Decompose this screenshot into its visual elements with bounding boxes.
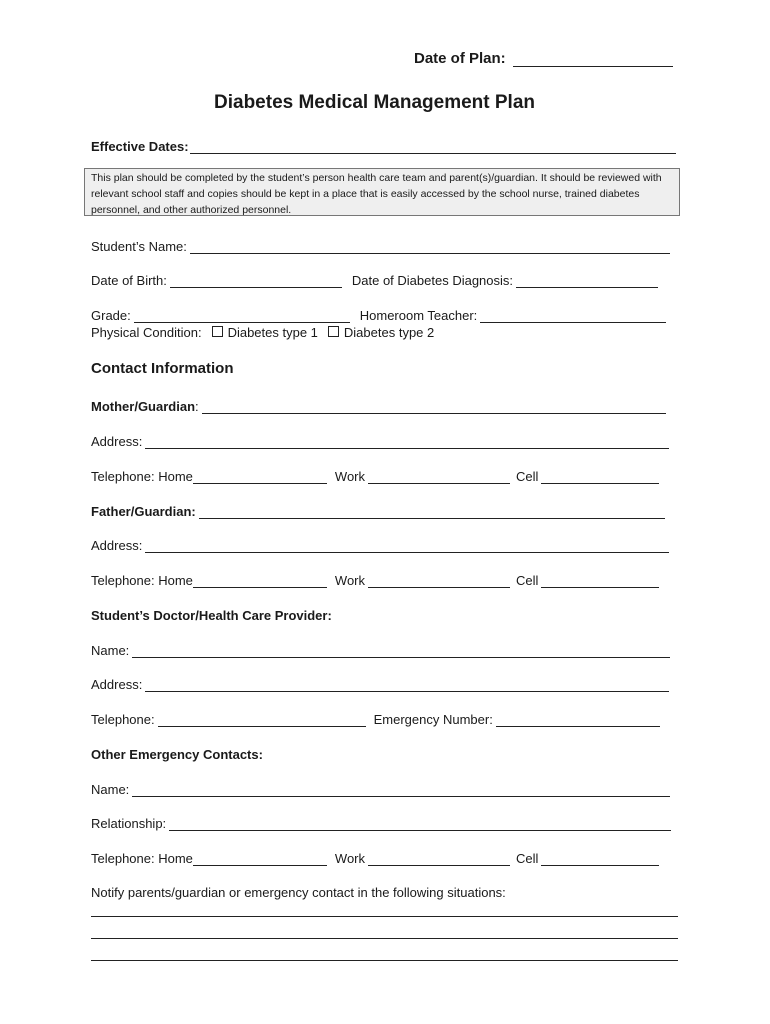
mother-cell-label: Cell (516, 469, 539, 484)
father-home-field[interactable] (193, 573, 327, 588)
grade-field[interactable] (134, 308, 350, 323)
other-home-label: Telephone: Home (91, 851, 193, 866)
mother-cell-field[interactable] (541, 469, 659, 484)
relationship-row (91, 813, 671, 831)
mother-label: Mother/Guardian (91, 399, 196, 414)
dob-label: Date of Birth: (91, 273, 167, 288)
doctor-telephone-label: Telephone: (91, 712, 155, 727)
date-of-plan-field[interactable] (513, 51, 673, 67)
date-of-plan-label: Date of Plan: (414, 50, 506, 67)
relationship-label: Relationship: (91, 816, 167, 831)
physical-condition-row (91, 323, 434, 341)
doctor-address-label: Address: (91, 677, 143, 692)
relationship-field[interactable] (169, 816, 671, 831)
father-address-label: Address: (91, 538, 143, 553)
doctor-name-label: Name: (91, 643, 130, 658)
mother-colon: : (195, 399, 199, 414)
effective-dates-row (91, 136, 676, 154)
mother-field[interactable] (202, 399, 666, 414)
other-cell-field[interactable] (541, 851, 659, 866)
father-field[interactable] (199, 504, 665, 519)
type1-label: Diabetes type 1 (227, 324, 318, 340)
physical-condition-label: Physical Condition: (91, 324, 202, 340)
student-name-field[interactable] (190, 239, 670, 254)
mother-home-label: Telephone: Home (91, 469, 193, 484)
father-work-field[interactable] (368, 573, 510, 588)
notify-line-2[interactable] (91, 938, 678, 939)
other-cell-label: Cell (516, 851, 539, 866)
doctor-address-field[interactable] (145, 677, 669, 692)
type1-checkbox[interactable] (212, 326, 223, 337)
type2-checkbox[interactable] (328, 326, 339, 337)
page-title: Diabetes Medical Management Plan (214, 92, 535, 113)
other-name-row (91, 779, 670, 797)
mother-row (91, 396, 666, 414)
grade-row (91, 305, 666, 323)
father-address-row (91, 535, 669, 553)
other-name-label: Name: (91, 782, 130, 797)
other-work-label: Work (334, 851, 366, 866)
father-row (91, 501, 665, 519)
notify-line-3[interactable] (91, 960, 678, 961)
mother-address-field[interactable] (145, 434, 669, 449)
father-cell-label: Cell (516, 573, 539, 588)
notify-line-1[interactable] (91, 916, 678, 917)
doctor-telephone-row (91, 709, 660, 727)
doctor-address-row (91, 674, 669, 692)
doctor-name-row (91, 640, 670, 658)
type2-label: Diabetes type 2 (343, 324, 435, 340)
mother-home-field[interactable] (193, 469, 327, 484)
date-of-plan (414, 50, 673, 67)
mother-work-field[interactable] (368, 469, 510, 484)
grade-label: Grade: (91, 308, 131, 323)
doctor-emergency-label: Emergency Number: (373, 712, 493, 727)
doctor-telephone-field[interactable] (158, 712, 366, 727)
father-telephone-row (91, 570, 659, 588)
diagnosis-label: Date of Diabetes Diagnosis: (351, 273, 514, 288)
mother-telephone-row (91, 466, 659, 484)
notice-box: This plan should be completed by the student’s person health care team and parent(s)/guardian. It should be reviewed with relevant school staff and copies should be kept in a place that is easily accessed by the school nurse, trained diabetes personnel, and other authorized personnel. (84, 168, 680, 216)
mother-address-label: Address: (91, 434, 143, 449)
other-home-field[interactable] (193, 851, 327, 866)
teacher-label: Homeroom Teacher: (359, 308, 478, 323)
student-name-row (91, 236, 670, 254)
doctor-name-field[interactable] (132, 643, 670, 658)
effective-dates-label: Effective Dates: (91, 139, 189, 154)
mother-address-row (91, 431, 669, 449)
mother-work-label: Work (334, 469, 366, 484)
contact-heading: Contact Information (91, 360, 234, 377)
doctor-heading: Student’s Doctor/Health Care Provider: (91, 608, 332, 623)
notify-label: Notify parents/guardian or emergency contact in the following situations: (91, 885, 506, 900)
dob-row (91, 270, 658, 288)
diagnosis-field[interactable] (516, 273, 658, 288)
doctor-emergency-field[interactable] (496, 712, 660, 727)
father-address-field[interactable] (145, 538, 669, 553)
other-name-field[interactable] (132, 782, 670, 797)
father-home-label: Telephone: Home (91, 573, 193, 588)
father-cell-field[interactable] (541, 573, 659, 588)
other-work-field[interactable] (368, 851, 510, 866)
father-work-label: Work (334, 573, 366, 588)
other-contacts-heading: Other Emergency Contacts: (91, 747, 263, 762)
dob-field[interactable] (170, 273, 342, 288)
teacher-field[interactable] (480, 308, 666, 323)
other-telephone-row (91, 848, 659, 866)
student-name-label: Student’s Name: (91, 239, 187, 254)
effective-dates-field[interactable] (190, 139, 676, 154)
father-label: Father/Guardian: (91, 504, 196, 519)
